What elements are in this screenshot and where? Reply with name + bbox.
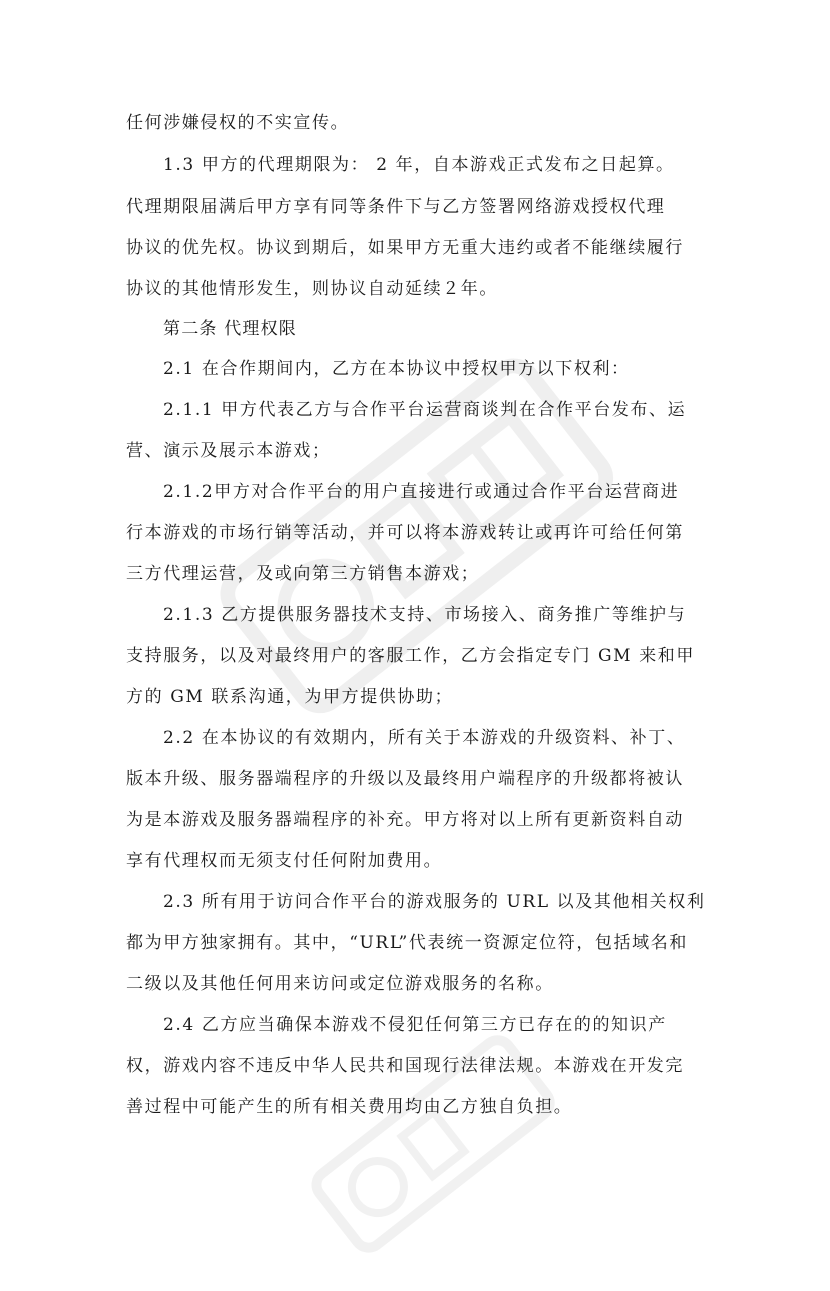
- clause-2-4: 2.4 乙方应当确保本游戏不侵犯任何第三方已存在的的知识产: [163, 1015, 667, 1035]
- text-line-21: 都为甲方独家拥有。其中，“URL”代表统一资源定位符，包括域名和: [126, 933, 688, 953]
- text-line-9: 营、演示及展示本游戏；: [126, 441, 331, 461]
- clause-2-1-1: 2.1.1 甲方代表乙方与合作平台运营商谈判在合作平台发布、运: [163, 400, 687, 420]
- text-line-12: 三方代理运营，及或向第三方销售本游戏；: [126, 564, 480, 584]
- clause-2-3: 2.3 所有用于访问合作平台的游戏服务的 URL 以及其他相关权利: [163, 892, 706, 912]
- clause-2-1-2: 2.1.2甲方对合作平台的用户直接进行或通过合作平台运营商进: [163, 482, 680, 502]
- text-line-19: 享有代理权而无须支付任何附加费用。: [126, 851, 443, 871]
- clause-2-1: 2.1 在合作期间内，乙方在本协议中授权甲方以下权利：: [163, 359, 630, 379]
- text-line-25: 善过程中可能产生的所有相关费用均由乙方独自负担。: [126, 1097, 573, 1117]
- text-line-14: 支持服务，以及对最终用户的客服工作，乙方会指定专门 GM 来和甲: [126, 646, 695, 666]
- clause-1-3: 1.3 甲方的代理期限为： 2 年，自本游戏正式发布之日起算。: [163, 155, 675, 175]
- text-line-18: 为是本游戏及服务器端程序的补充。甲方将对以上所有更新资料自动: [126, 810, 684, 830]
- text-line-4: 协议的优先权。协议到期后，如果甲方无重大违约或者不能继续履行: [126, 238, 684, 258]
- clause-2-2: 2.2 在本协议的有效期内，所有关于本游戏的升级资料、补丁、: [163, 728, 686, 748]
- text-line-1: 任何涉嫌侵权的不实宣传。: [126, 113, 350, 133]
- text-line-24: 权，游戏内容不违反中华人民共和国现行法律法规。本游戏在开发完: [126, 1056, 684, 1076]
- text-line-5: 协议的其他情形发生，则协议自动延续２年。: [126, 279, 498, 299]
- section-heading: 第二条 代理权限: [163, 319, 298, 339]
- clause-2-1-3: 2.1.3 乙方提供服务器技术支持、市场接入、商务推广等维护与: [163, 605, 687, 625]
- text-line-15: 方的 GM 联系沟通，为甲方提供协助；: [126, 687, 454, 707]
- text-line-3: 代理期限届满后甲方享有同等条件下与乙方签署网络游戏授权代理: [126, 197, 666, 217]
- text-line-11: 行本游戏的市场行销等活动，并可以将本游戏转让或再许可给任何第: [126, 523, 684, 543]
- text-line-22: 二级以及其他任何用来访问或定位游戏服务的名称。: [126, 974, 554, 994]
- text-line-17: 版本升级、服务器端程序的升级以及最终用户端程序的升级都将被认: [126, 769, 684, 789]
